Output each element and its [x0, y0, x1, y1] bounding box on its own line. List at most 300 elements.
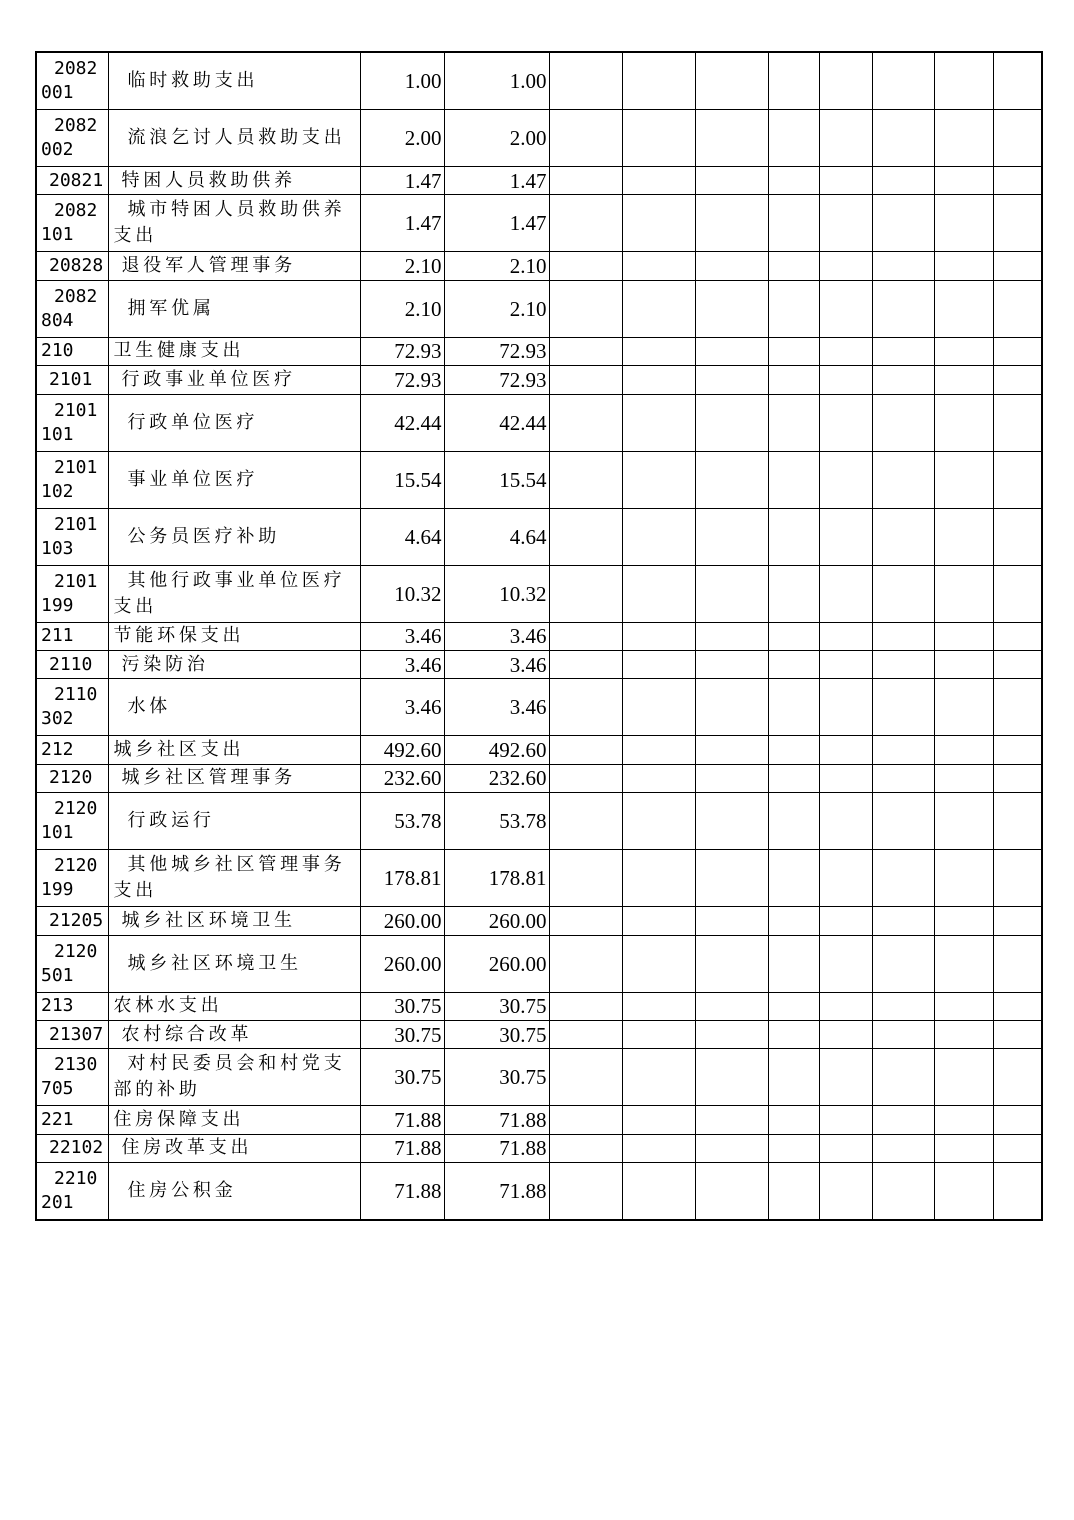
- empty-cell: [819, 1163, 872, 1221]
- empty-cell: [872, 935, 934, 992]
- empty-cell: [819, 622, 872, 650]
- empty-cell: [934, 622, 993, 650]
- empty-cell: [993, 1163, 1042, 1221]
- empty-cell: [549, 280, 622, 337]
- subject-name-cell: 农林水支出: [108, 992, 360, 1020]
- empty-cell: [768, 110, 819, 167]
- empty-cell: [549, 1134, 622, 1162]
- table-row: [36, 110, 1042, 167]
- empty-cell: [934, 736, 993, 764]
- empty-cell: [622, 110, 695, 167]
- empty-cell: [993, 1049, 1042, 1106]
- subject-name-cell: 公务员医疗补助: [108, 508, 360, 565]
- amount-cell: 1.47: [444, 195, 549, 252]
- amount-cell: 71.88: [444, 1106, 549, 1134]
- empty-cell: [934, 366, 993, 394]
- empty-cell: [622, 167, 695, 195]
- subject-name-cell: 对村民委员会和村党支部的补助: [108, 1049, 360, 1106]
- amount-cell: 1.00: [360, 52, 444, 110]
- amount-cell: 10.32: [360, 565, 444, 622]
- empty-cell: [695, 1049, 768, 1106]
- empty-cell: [934, 1020, 993, 1048]
- empty-cell: [872, 679, 934, 736]
- empty-cell: [993, 1134, 1042, 1162]
- empty-cell: [934, 1163, 993, 1221]
- subject-name-cell: 城市特困人员救助供养支出: [108, 195, 360, 252]
- amount-cell: 232.60: [360, 764, 444, 792]
- empty-cell: [872, 110, 934, 167]
- empty-cell: [819, 764, 872, 792]
- subject-name-cell: 水体: [108, 679, 360, 736]
- table-row: [36, 1163, 1042, 1221]
- amount-cell: 260.00: [360, 935, 444, 992]
- empty-cell: [993, 992, 1042, 1020]
- empty-cell: [934, 793, 993, 850]
- empty-cell: [819, 394, 872, 451]
- amount-cell: 3.46: [360, 622, 444, 650]
- empty-cell: [695, 907, 768, 935]
- subject-name-cell: 城乡社区支出: [108, 736, 360, 764]
- empty-cell: [819, 1020, 872, 1048]
- empty-cell: [872, 764, 934, 792]
- empty-cell: [819, 167, 872, 195]
- empty-cell: [549, 992, 622, 1020]
- empty-cell: [768, 366, 819, 394]
- empty-cell: [872, 565, 934, 622]
- amount-cell: 4.64: [360, 508, 444, 565]
- empty-cell: [549, 622, 622, 650]
- empty-cell: [768, 622, 819, 650]
- subject-code-cell: 21205: [36, 907, 108, 935]
- empty-cell: [549, 650, 622, 678]
- empty-cell: [768, 850, 819, 907]
- subject-name-cell: 其他城乡社区管理事务支出: [108, 850, 360, 907]
- empty-cell: [934, 451, 993, 508]
- empty-cell: [549, 793, 622, 850]
- subject-name-cell: 特困人员救助供养: [108, 167, 360, 195]
- empty-cell: [819, 1106, 872, 1134]
- table-row: [36, 508, 1042, 565]
- amount-cell: 72.93: [360, 366, 444, 394]
- empty-cell: [768, 1020, 819, 1048]
- amount-cell: 71.88: [360, 1163, 444, 1221]
- empty-cell: [622, 195, 695, 252]
- empty-cell: [549, 565, 622, 622]
- empty-cell: [819, 195, 872, 252]
- table-row: [36, 52, 1042, 110]
- empty-cell: [622, 565, 695, 622]
- table-row: [36, 565, 1042, 622]
- subject-code-cell: 2101199: [36, 565, 108, 622]
- table-row: [36, 167, 1042, 195]
- empty-cell: [549, 1163, 622, 1221]
- empty-cell: [622, 337, 695, 365]
- empty-cell: [819, 992, 872, 1020]
- empty-cell: [622, 850, 695, 907]
- empty-cell: [549, 935, 622, 992]
- subject-code-cell: 2130705: [36, 1049, 108, 1106]
- table-row: [36, 992, 1042, 1020]
- empty-cell: [819, 337, 872, 365]
- empty-cell: [695, 793, 768, 850]
- empty-cell: [768, 167, 819, 195]
- subject-name-cell: 节能环保支出: [108, 622, 360, 650]
- table-row: [36, 451, 1042, 508]
- empty-cell: [768, 508, 819, 565]
- empty-cell: [695, 736, 768, 764]
- table-row: [36, 1134, 1042, 1162]
- empty-cell: [934, 1049, 993, 1106]
- empty-cell: [819, 1049, 872, 1106]
- empty-cell: [993, 366, 1042, 394]
- empty-cell: [993, 650, 1042, 678]
- empty-cell: [695, 1020, 768, 1048]
- empty-cell: [695, 622, 768, 650]
- empty-cell: [768, 992, 819, 1020]
- empty-cell: [872, 1049, 934, 1106]
- empty-cell: [695, 252, 768, 280]
- amount-cell: 72.93: [444, 337, 549, 365]
- empty-cell: [695, 1163, 768, 1221]
- empty-cell: [622, 394, 695, 451]
- subject-name-cell: 流浪乞讨人员救助支出: [108, 110, 360, 167]
- subject-code-cell: 2101101: [36, 394, 108, 451]
- empty-cell: [768, 736, 819, 764]
- amount-cell: 30.75: [444, 992, 549, 1020]
- empty-cell: [768, 195, 819, 252]
- subject-code-cell: 2101: [36, 366, 108, 394]
- empty-cell: [622, 992, 695, 1020]
- amount-cell: 1.47: [360, 167, 444, 195]
- empty-cell: [819, 907, 872, 935]
- table-row: [36, 650, 1042, 678]
- subject-name-cell: 事业单位医疗: [108, 451, 360, 508]
- empty-cell: [819, 252, 872, 280]
- empty-cell: [549, 451, 622, 508]
- empty-cell: [549, 1106, 622, 1134]
- empty-cell: [934, 337, 993, 365]
- amount-cell: 178.81: [444, 850, 549, 907]
- empty-cell: [549, 850, 622, 907]
- amount-cell: 3.46: [360, 650, 444, 678]
- amount-cell: 71.88: [444, 1163, 549, 1221]
- budget-table: [35, 51, 1043, 1221]
- amount-cell: 71.88: [444, 1134, 549, 1162]
- amount-cell: 71.88: [360, 1134, 444, 1162]
- empty-cell: [819, 565, 872, 622]
- empty-cell: [993, 195, 1042, 252]
- empty-cell: [768, 907, 819, 935]
- empty-cell: [622, 622, 695, 650]
- empty-cell: [549, 394, 622, 451]
- amount-cell: 30.75: [444, 1020, 549, 1048]
- amount-cell: 260.00: [444, 935, 549, 992]
- empty-cell: [549, 764, 622, 792]
- subject-name-cell: 临时救助支出: [108, 52, 360, 110]
- table-row: [36, 907, 1042, 935]
- empty-cell: [768, 280, 819, 337]
- empty-cell: [993, 622, 1042, 650]
- empty-cell: [819, 650, 872, 678]
- empty-cell: [622, 907, 695, 935]
- subject-name-cell: 其他行政事业单位医疗支出: [108, 565, 360, 622]
- amount-cell: 42.44: [444, 394, 549, 451]
- empty-cell: [872, 195, 934, 252]
- empty-cell: [768, 394, 819, 451]
- empty-cell: [872, 52, 934, 110]
- empty-cell: [934, 850, 993, 907]
- empty-cell: [768, 679, 819, 736]
- subject-code-cell: 20821: [36, 167, 108, 195]
- empty-cell: [695, 850, 768, 907]
- amount-cell: 1.47: [360, 195, 444, 252]
- empty-cell: [622, 764, 695, 792]
- empty-cell: [768, 764, 819, 792]
- table-row: [36, 337, 1042, 365]
- empty-cell: [872, 850, 934, 907]
- empty-cell: [695, 935, 768, 992]
- empty-cell: [695, 1134, 768, 1162]
- amount-cell: 53.78: [360, 793, 444, 850]
- subject-name-cell: 住房公积金: [108, 1163, 360, 1221]
- subject-name-cell: 污染防治: [108, 650, 360, 678]
- empty-cell: [993, 850, 1042, 907]
- subject-code-cell: 2082001: [36, 52, 108, 110]
- empty-cell: [934, 565, 993, 622]
- empty-cell: [819, 52, 872, 110]
- empty-cell: [872, 394, 934, 451]
- empty-cell: [872, 1020, 934, 1048]
- empty-cell: [622, 366, 695, 394]
- subject-name-cell: 城乡社区管理事务: [108, 764, 360, 792]
- subject-code-cell: 2210201: [36, 1163, 108, 1221]
- table-row: [36, 935, 1042, 992]
- empty-cell: [934, 110, 993, 167]
- empty-cell: [622, 52, 695, 110]
- empty-cell: [695, 650, 768, 678]
- amount-cell: 53.78: [444, 793, 549, 850]
- amount-cell: 10.32: [444, 565, 549, 622]
- empty-cell: [819, 110, 872, 167]
- empty-cell: [934, 992, 993, 1020]
- empty-cell: [768, 451, 819, 508]
- empty-cell: [819, 280, 872, 337]
- table-row: [36, 366, 1042, 394]
- empty-cell: [993, 907, 1042, 935]
- empty-cell: [993, 1020, 1042, 1048]
- amount-cell: 178.81: [360, 850, 444, 907]
- empty-cell: [872, 650, 934, 678]
- empty-cell: [622, 252, 695, 280]
- empty-cell: [695, 679, 768, 736]
- subject-name-cell: 行政运行: [108, 793, 360, 850]
- empty-cell: [768, 337, 819, 365]
- subject-code-cell: 2110302: [36, 679, 108, 736]
- empty-cell: [695, 394, 768, 451]
- empty-cell: [622, 280, 695, 337]
- empty-cell: [872, 622, 934, 650]
- empty-cell: [622, 1049, 695, 1106]
- table-row: [36, 280, 1042, 337]
- subject-name-cell: 农村综合改革: [108, 1020, 360, 1048]
- empty-cell: [549, 508, 622, 565]
- empty-cell: [993, 565, 1042, 622]
- empty-cell: [549, 907, 622, 935]
- amount-cell: 3.46: [360, 679, 444, 736]
- subject-code-cell: 2082002: [36, 110, 108, 167]
- empty-cell: [695, 366, 768, 394]
- subject-name-cell: 城乡社区环境卫生: [108, 907, 360, 935]
- amount-cell: 3.46: [444, 650, 549, 678]
- empty-cell: [622, 508, 695, 565]
- empty-cell: [768, 1134, 819, 1162]
- amount-cell: 15.54: [444, 451, 549, 508]
- empty-cell: [549, 110, 622, 167]
- table-row: [36, 1106, 1042, 1134]
- empty-cell: [622, 1020, 695, 1048]
- empty-cell: [934, 679, 993, 736]
- empty-cell: [622, 793, 695, 850]
- empty-cell: [872, 736, 934, 764]
- empty-cell: [695, 52, 768, 110]
- empty-cell: [872, 1106, 934, 1134]
- empty-cell: [934, 508, 993, 565]
- empty-cell: [993, 679, 1042, 736]
- empty-cell: [993, 52, 1042, 110]
- subject-code-cell: 2120501: [36, 935, 108, 992]
- subject-name-cell: 住房保障支出: [108, 1106, 360, 1134]
- empty-cell: [695, 764, 768, 792]
- table-row: [36, 252, 1042, 280]
- amount-cell: 3.46: [444, 622, 549, 650]
- empty-cell: [768, 1049, 819, 1106]
- amount-cell: 30.75: [444, 1049, 549, 1106]
- table-row: [36, 1049, 1042, 1106]
- subject-code-cell: 21307: [36, 1020, 108, 1048]
- amount-cell: 260.00: [444, 907, 549, 935]
- empty-cell: [872, 1163, 934, 1221]
- empty-cell: [993, 793, 1042, 850]
- subject-name-cell: 行政事业单位医疗: [108, 366, 360, 394]
- empty-cell: [872, 337, 934, 365]
- empty-cell: [934, 1106, 993, 1134]
- amount-cell: 1.00: [444, 52, 549, 110]
- empty-cell: [993, 167, 1042, 195]
- amount-cell: 30.75: [360, 992, 444, 1020]
- empty-cell: [622, 679, 695, 736]
- empty-cell: [934, 907, 993, 935]
- empty-cell: [549, 167, 622, 195]
- empty-cell: [872, 451, 934, 508]
- empty-cell: [819, 793, 872, 850]
- subject-code-cell: 221: [36, 1106, 108, 1134]
- empty-cell: [993, 110, 1042, 167]
- table-row: [36, 1020, 1042, 1048]
- empty-cell: [934, 935, 993, 992]
- subject-code-cell: 2082804: [36, 280, 108, 337]
- empty-cell: [872, 907, 934, 935]
- subject-code-cell: 2101103: [36, 508, 108, 565]
- amount-cell: 72.93: [444, 366, 549, 394]
- empty-cell: [819, 1134, 872, 1162]
- empty-cell: [993, 1106, 1042, 1134]
- empty-cell: [872, 793, 934, 850]
- empty-cell: [695, 451, 768, 508]
- subject-name-cell: 拥军优属: [108, 280, 360, 337]
- subject-code-cell: 2120199: [36, 850, 108, 907]
- empty-cell: [934, 650, 993, 678]
- empty-cell: [768, 650, 819, 678]
- subject-code-cell: 22102: [36, 1134, 108, 1162]
- empty-cell: [872, 1134, 934, 1162]
- table-row: [36, 195, 1042, 252]
- empty-cell: [695, 1106, 768, 1134]
- table-row: [36, 793, 1042, 850]
- empty-cell: [622, 935, 695, 992]
- subject-code-cell: 2082101: [36, 195, 108, 252]
- empty-cell: [819, 736, 872, 764]
- empty-cell: [993, 337, 1042, 365]
- amount-cell: 2.00: [444, 110, 549, 167]
- empty-cell: [993, 394, 1042, 451]
- empty-cell: [622, 1134, 695, 1162]
- subject-name-cell: 住房改革支出: [108, 1134, 360, 1162]
- amount-cell: 4.64: [444, 508, 549, 565]
- empty-cell: [993, 280, 1042, 337]
- empty-cell: [819, 935, 872, 992]
- empty-cell: [768, 52, 819, 110]
- empty-cell: [872, 508, 934, 565]
- amount-cell: 2.00: [360, 110, 444, 167]
- subject-code-cell: 2120: [36, 764, 108, 792]
- empty-cell: [934, 195, 993, 252]
- table-row: [36, 764, 1042, 792]
- empty-cell: [768, 1163, 819, 1221]
- empty-cell: [768, 793, 819, 850]
- empty-cell: [695, 992, 768, 1020]
- empty-cell: [549, 366, 622, 394]
- amount-cell: 2.10: [360, 280, 444, 337]
- empty-cell: [695, 565, 768, 622]
- amount-cell: 3.46: [444, 679, 549, 736]
- empty-cell: [872, 280, 934, 337]
- empty-cell: [819, 366, 872, 394]
- amount-cell: 492.60: [444, 736, 549, 764]
- empty-cell: [934, 280, 993, 337]
- empty-cell: [622, 451, 695, 508]
- empty-cell: [695, 280, 768, 337]
- empty-cell: [768, 565, 819, 622]
- empty-cell: [695, 195, 768, 252]
- amount-cell: 1.47: [444, 167, 549, 195]
- empty-cell: [934, 167, 993, 195]
- subject-code-cell: 2110: [36, 650, 108, 678]
- subject-name-cell: 退役军人管理事务: [108, 252, 360, 280]
- empty-cell: [934, 394, 993, 451]
- table-row: [36, 622, 1042, 650]
- amount-cell: 15.54: [360, 451, 444, 508]
- empty-cell: [819, 850, 872, 907]
- empty-cell: [695, 110, 768, 167]
- table-row: [36, 850, 1042, 907]
- amount-cell: 2.10: [360, 252, 444, 280]
- empty-cell: [934, 252, 993, 280]
- subject-code-cell: 210: [36, 337, 108, 365]
- empty-cell: [993, 451, 1042, 508]
- table-row: [36, 736, 1042, 764]
- table-body: [36, 52, 1042, 1220]
- empty-cell: [549, 1020, 622, 1048]
